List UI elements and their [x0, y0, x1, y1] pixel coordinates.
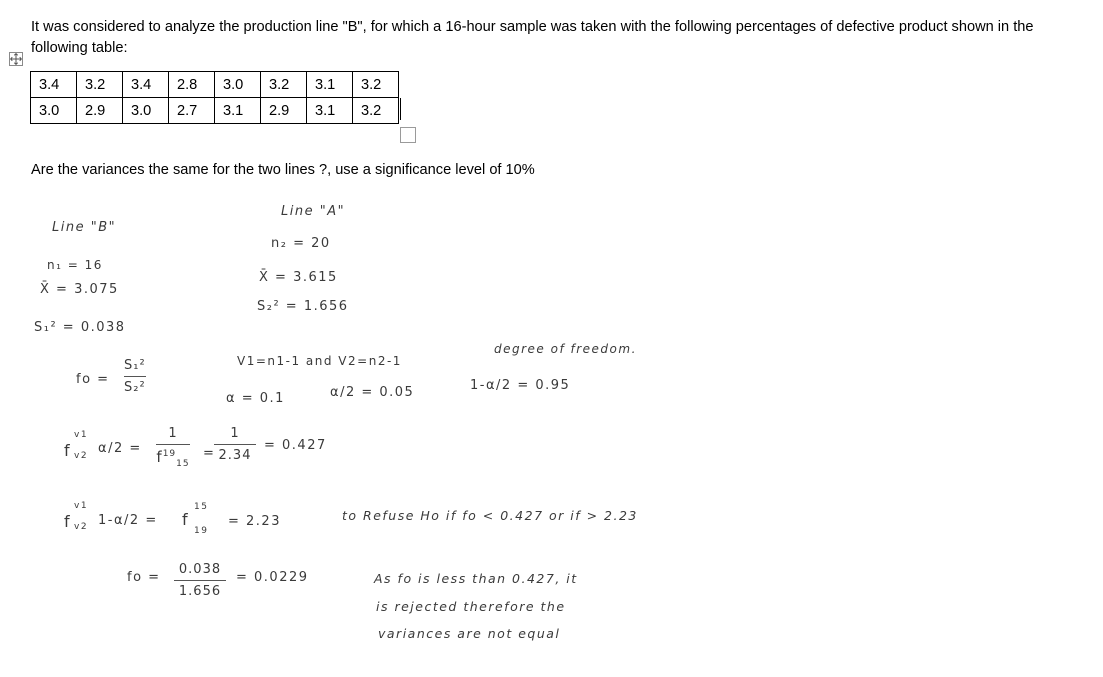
- fo-denominator: S₂²: [124, 380, 146, 395]
- f-lower-arg: α/2 =: [98, 441, 142, 456]
- alpha-half-value: α/2 = 0.05: [330, 385, 415, 400]
- table-cell[interactable]: 3.2: [353, 72, 399, 98]
- n2-value: n₂ = 20: [271, 236, 331, 251]
- fo2-denominator: 1.656: [178, 584, 222, 599]
- one-minus-alpha-half: 1-α/2 = 0.95: [470, 378, 571, 393]
- rejection-rule: to Refuse Ho if fo < 0.427 or if > 2.23: [342, 508, 638, 523]
- table-cell[interactable]: 3.4: [123, 72, 169, 98]
- table-cell[interactable]: 3.2: [77, 72, 123, 98]
- defect-table: [30, 71, 399, 124]
- f-upper-sub: v2: [74, 522, 89, 532]
- fo-numerator: S₁²: [124, 358, 146, 373]
- numerator-one: 1: [230, 426, 240, 441]
- table-cell[interactable]: 3.4: [31, 72, 77, 98]
- f15-symbol: f: [182, 510, 190, 529]
- fo2-fraction: [174, 562, 226, 599]
- alpha-value: α = 0.1: [226, 391, 285, 406]
- fraction-bar: [214, 444, 256, 445]
- f-upper-sup: v1: [74, 501, 89, 511]
- text-cursor: [400, 98, 401, 120]
- intro-paragraph: It was considered to analyze the production line "B", for which a 16-hour sample was taken with the following percentages of defective product shown in the following table:: [31, 19, 1034, 56]
- conclusion-line-1: As fo is less than 0.427, it: [374, 571, 578, 586]
- table-cell[interactable]: 3.2: [261, 72, 307, 98]
- table-move-icon[interactable]: [9, 52, 23, 66]
- f-lower-sup: v1: [74, 430, 89, 440]
- degree-of-freedom-note: degree of freedom.: [494, 342, 637, 356]
- question-text: Are the variances the same for the two lines ?, use a significance level of 10%: [31, 162, 535, 178]
- table-cell[interactable]: 3.1: [307, 98, 353, 124]
- xbar2-value: X̄ = 3.615: [259, 270, 338, 285]
- fraction-bar: [156, 444, 190, 445]
- result-00229: = 0.0229: [236, 570, 309, 585]
- numerator-one: 1: [168, 426, 178, 441]
- f19-symbol: [156, 448, 189, 469]
- table-cell[interactable]: 2.9: [77, 98, 123, 124]
- f-upper-symbol: f: [64, 512, 72, 531]
- table-cell[interactable]: 3.2: [353, 98, 399, 124]
- fraction-bar: [174, 580, 226, 581]
- table-resize-handle[interactable]: [400, 127, 416, 143]
- table-row: [31, 72, 399, 98]
- f15-sub: 19: [194, 526, 209, 536]
- f19-sup: 19: [162, 449, 177, 459]
- result-0427: = 0.427: [264, 438, 327, 453]
- table-cell[interactable]: 3.0: [215, 72, 261, 98]
- fo2-label: fo =: [127, 570, 161, 585]
- conclusion-line-3: variances are not equal: [378, 626, 561, 641]
- denominator-234: 2.34: [218, 448, 252, 463]
- f-upper-arg: 1-α/2 =: [98, 513, 158, 528]
- result-223: = 2.23: [228, 514, 281, 529]
- f19-sub: 15: [176, 459, 190, 469]
- v-definitions: V1=n1-1 and V2=n2-1: [237, 354, 402, 368]
- table-cell[interactable]: 2.9: [261, 98, 307, 124]
- n1-value: n₁ = 16: [47, 258, 103, 272]
- fo-label: fo =: [76, 372, 110, 387]
- fraction-bar: [124, 376, 146, 377]
- f-lower-symbol: f: [64, 441, 72, 460]
- line-a-title: Line "A": [281, 204, 346, 219]
- table-cell[interactable]: 3.0: [31, 98, 77, 124]
- fo2-numerator: 0.038: [178, 562, 222, 577]
- xbar1-value: X̄ = 3.075: [40, 282, 119, 297]
- conclusion-line-2: is rejected therefore the: [376, 599, 566, 614]
- equals-sign: =: [203, 446, 216, 461]
- table-row: [31, 98, 399, 124]
- one-over-234: [214, 426, 256, 463]
- s2-value: S₂² = 1.656: [257, 299, 349, 314]
- one-over-f19: [156, 426, 190, 469]
- line-b-title: Line "B": [52, 220, 117, 235]
- s1-value: S₁² = 0.038: [34, 320, 126, 335]
- fo-fraction: [124, 358, 146, 395]
- table-cell[interactable]: 3.0: [123, 98, 169, 124]
- table-cell[interactable]: 3.1: [307, 72, 353, 98]
- table-cell[interactable]: 3.1: [215, 98, 261, 124]
- f-symbol: f: [156, 448, 163, 466]
- table-cell[interactable]: 2.7: [169, 98, 215, 124]
- f15-sup: 15: [194, 502, 209, 512]
- f-lower-sub: v2: [74, 451, 89, 461]
- table-cell[interactable]: 2.8: [169, 72, 215, 98]
